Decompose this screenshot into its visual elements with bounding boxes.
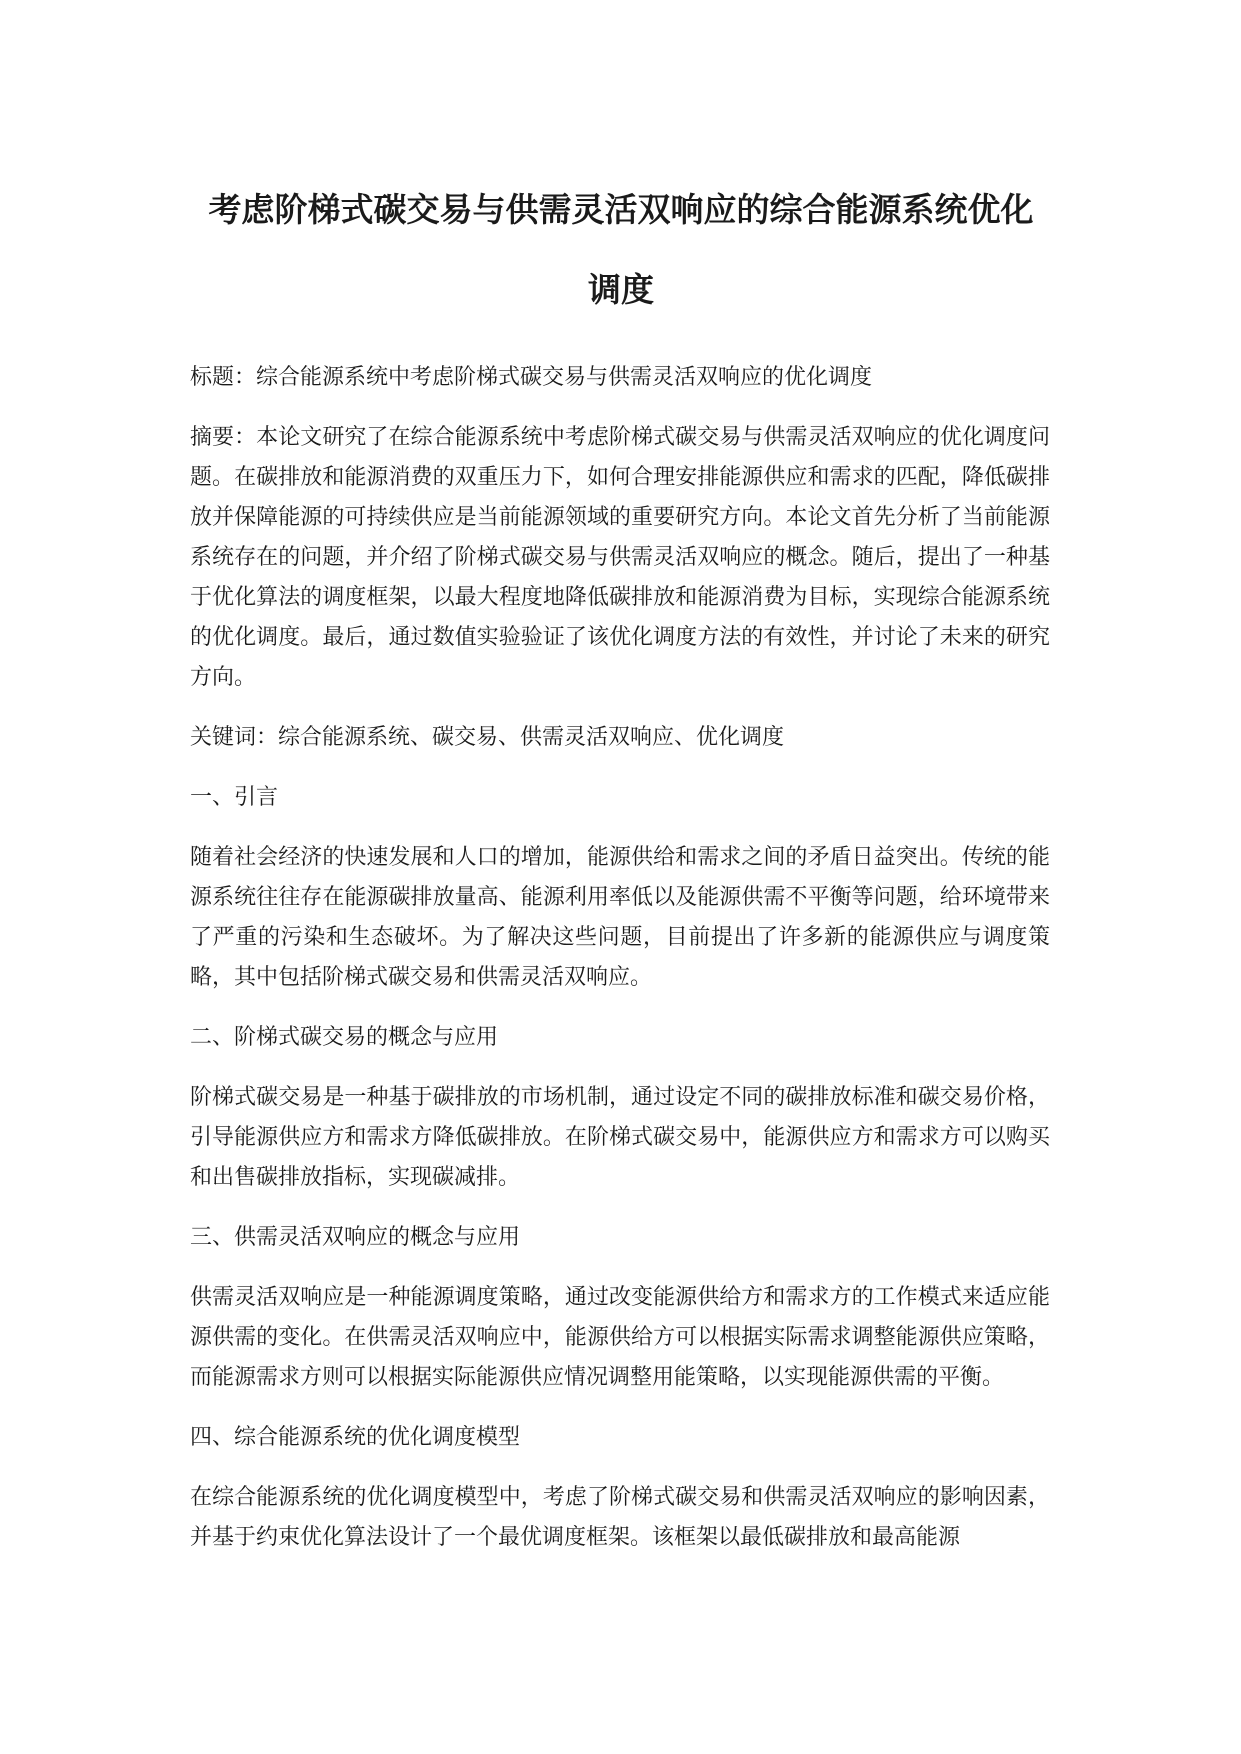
section-heading-introduction: 一、引言 — [190, 785, 279, 810]
section-heading-dual-response: 三、供需灵活双响应的概念与应用 — [190, 1225, 521, 1250]
section-text-tiered-carbon-trading: 阶梯式碳交易是一种基于碳排放的市场机制，通过设定不同的碳排放标准和碳交易价格，引导能源供应方和需求方降低碳排放。在阶梯式碳交易中，能源供应方和需求方可以购买和出售碳排放指标，实现碳减排。 — [190, 1085, 1050, 1190]
section-text-dispatch-model: 在综合能源系统的优化调度模型中，考虑了阶梯式碳交易和供需灵活双响应的影响因素，并基于约束优化算法设计了一个最优调度框架。该框架以最低碳排放和最高能源 — [190, 1485, 1050, 1550]
keywords: 关键词：综合能源系统、碳交易、供需灵活双响应、优化调度 — [190, 725, 785, 750]
subtitle: 标题：综合能源系统中考虑阶梯式碳交易与供需灵活双响应的优化调度 — [190, 365, 873, 390]
document-title-line-2: 调度 — [588, 270, 654, 309]
document-title-line-1: 考虑阶梯式碳交易与供需灵活双响应的综合能源系统优化 — [208, 190, 1034, 229]
section-heading-tiered-carbon-trading: 二、阶梯式碳交易的概念与应用 — [190, 1025, 499, 1050]
abstract: 摘要：本论文研究了在综合能源系统中考虑阶梯式碳交易与供需灵活双响应的优化调度问题。在碳排放和能源消费的双重压力下，如何合理安排能源供应和需求的匹配，降低碳排放并保障能源的可持续供应是当前能源领域的重要研究方向。本论文首先分析了当前能源系统存在的问题，并介绍了阶梯式碳交易与供需灵活双响应的概念。随后，提出了一种基于优化算法的调度框架，以最大程度地降低碳排放和能源消费为目标，实现综合能源系统的优化调度。最后，通过数值实验验证了该优化调度方法的有效性，并讨论了未来的研究方向。 — [190, 425, 1050, 690]
section-text-introduction: 随着社会经济的快速发展和人口的增加，能源供给和需求之间的矛盾日益突出。传统的能源系统往往存在能源碳排放量高、能源利用率低以及能源供需不平衡等问题，给环境带来了严重的污染和生态破坏。为了解决这些问题，目前提出了许多新的能源供应与调度策略，其中包括阶梯式碳交易和供需灵活双响应。 — [190, 845, 1050, 990]
document-title — [190, 170, 1052, 330]
section-text-dual-response: 供需灵活双响应是一种能源调度策略，通过改变能源供给方和需求方的工作模式来适应能源供需的变化。在供需灵活双响应中，能源供给方可以根据实际需求调整能源供应策略，而能源需求方则可以根据实际能源供应情况调整用能策略，以实现能源供需的平衡。 — [190, 1285, 1050, 1390]
section-heading-dispatch-model: 四、综合能源系统的优化调度模型 — [190, 1425, 521, 1450]
document-body — [190, 358, 1050, 1578]
